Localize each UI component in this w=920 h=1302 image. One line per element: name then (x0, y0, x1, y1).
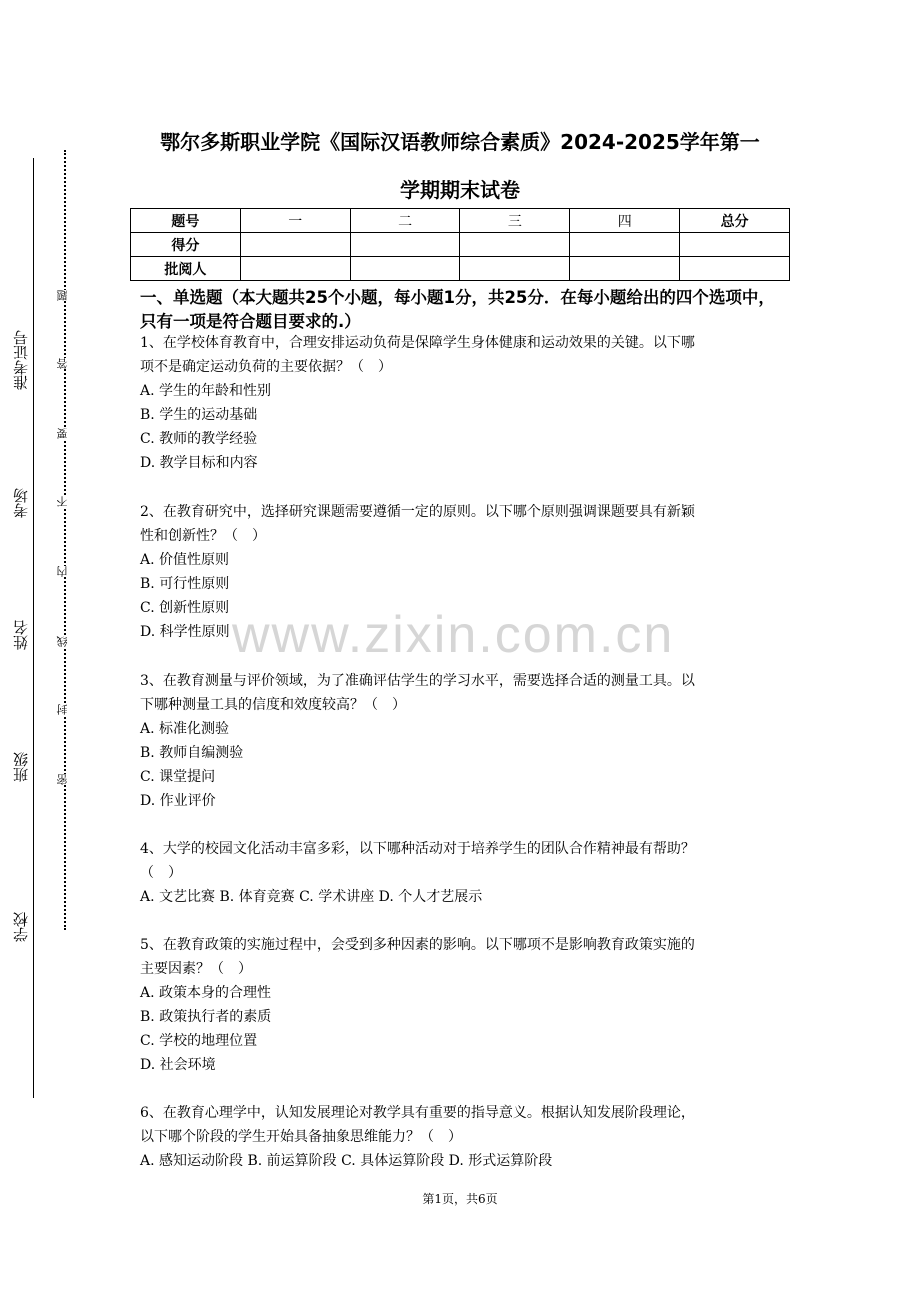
reviewer-cell (570, 257, 680, 281)
question-option: B. 教师自编测验 (140, 745, 244, 761)
question-option: D. 社会环境 (140, 1057, 216, 1073)
question-option: A. 文艺比赛 B. 体育竞赛 C. 学术讲座 D. 个人才艺展示 (140, 889, 483, 905)
question-option: C. 教师的教学经验 (140, 431, 258, 447)
question-stem-line: 6、在教育心理学中，认知发展理论对教学具有重要的指导意义。根据认知发展阶段理论， (140, 1105, 695, 1121)
field-exam-number-label: 准考证号 (12, 330, 30, 390)
seal-word: 题 (56, 290, 69, 301)
score-table-header: 三 (460, 209, 570, 233)
question-stem-line: 4、大学的校园文化活动丰富多彩，以下哪种活动对于培养学生的团队合作精神最有帮助？ (140, 841, 695, 857)
seal-word: 不 (56, 496, 69, 507)
question-3 (140, 669, 790, 813)
question-option: C. 创新性原则 (140, 600, 230, 616)
score-table-header: 四 (570, 209, 680, 233)
field-class-label: 班级 (12, 752, 30, 782)
score-table-header: 一 (240, 209, 350, 233)
question-option: A. 政策本身的合理性 (140, 985, 272, 1001)
question-stem-line: 下哪种测量工具的信度和效度较高？（ ） (140, 697, 406, 713)
question-stem-line: 以下哪个阶段的学生开始具备抽象思维能力？（ ） (140, 1129, 462, 1145)
reviewer-cell (350, 257, 460, 281)
score-table-header: 总分 (680, 209, 790, 233)
question-option: B. 可行性原则 (140, 576, 230, 592)
question-option: A. 学生的年龄和性别 (140, 383, 272, 399)
question-stem-line: 主要因素？（ ） (140, 961, 252, 977)
reviewer-cell (680, 257, 790, 281)
score-table-row-label: 得分 (131, 233, 241, 257)
score-table-header: 题号 (131, 209, 241, 233)
exam-title-line-1: 鄂尔多斯职业学院《国际汉语教师综合素质》2024-2025学年第一 (160, 130, 760, 154)
seal-word: 答 (56, 358, 69, 369)
score-cell (570, 233, 680, 257)
question-stem-line: 性和创新性？（ ） (140, 528, 266, 544)
question-option: D. 作业评价 (140, 793, 216, 809)
question-option: D. 教学目标和内容 (140, 455, 258, 471)
watermark-text: www.zixin.com.cn (232, 606, 675, 664)
score-table (130, 208, 790, 281)
seal-word: 封 (56, 704, 69, 715)
question-6 (140, 1101, 790, 1173)
seal-word: 密 (56, 774, 69, 785)
reviewer-cell (240, 257, 350, 281)
field-name-label: 姓名 (12, 620, 30, 650)
score-cell (680, 233, 790, 257)
score-cell (240, 233, 350, 257)
question-stem-line: 3、在教育测量与评价领域，为了准确评估学生的学习水平，需要选择合适的测量工具。以 (140, 673, 695, 689)
question-5 (140, 933, 790, 1077)
question-1 (140, 331, 790, 475)
score-table-row-label: 批阅人 (131, 257, 241, 281)
score-table-header-row (131, 209, 790, 233)
question-option: A. 价值性原则 (140, 552, 230, 568)
section-heading: 一、单选题（本大题共25个小题，每小题1分，共25分．在每小题给出的四个选项中，只有一项是符合题目要求的.） (140, 288, 775, 331)
question-option: B. 学生的运动基础 (140, 407, 258, 423)
score-table-row (131, 257, 790, 281)
question-stem-line: 2、在教育研究中，选择研究课题需要遵循一定的原则。以下哪个原则强调课题要具有新颖 (140, 504, 695, 520)
reviewer-cell (460, 257, 570, 281)
question-option: A. 感知运动阶段 B. 前运算阶段 C. 具体运算阶段 D. 形式运算阶段 (140, 1153, 553, 1169)
page-footer: 第1页，共6页 (422, 1192, 498, 1206)
question-option: D. 科学性原则 (140, 624, 230, 640)
score-cell (460, 233, 570, 257)
question-stem-line: 1、在学校体育教育中，合理安排运动负荷是保障学生身体健康和运动效果的关键。以下哪 (140, 335, 695, 351)
question-stem-line: （ ） (140, 865, 182, 881)
question-stem-line: 5、在教育政策的实施过程中，会受到多种因素的影响。以下哪项不是影响教育政策实施的 (140, 937, 695, 953)
question-option: C. 课堂提问 (140, 769, 216, 785)
score-cell (350, 233, 460, 257)
field-school-label: 学校 (12, 912, 30, 942)
binding-dotted-line (64, 150, 66, 930)
field-exam-room-label: 考场 (12, 488, 30, 518)
seal-word: 要 (56, 428, 69, 439)
question-4 (140, 837, 790, 909)
question-option: C. 学校的地理位置 (140, 1033, 258, 1049)
seal-word: 线 (56, 636, 69, 647)
seal-word: 内 (56, 566, 69, 577)
exam-title-line-2: 学期期末试卷 (400, 178, 520, 202)
question-2 (140, 500, 790, 644)
score-table-header: 二 (350, 209, 460, 233)
question-stem-line: 项不是确定运动负荷的主要依据？（ ） (140, 359, 392, 375)
question-option: A. 标准化测验 (140, 721, 230, 737)
question-option: B. 政策执行者的素质 (140, 1009, 272, 1025)
score-table-row (131, 233, 790, 257)
